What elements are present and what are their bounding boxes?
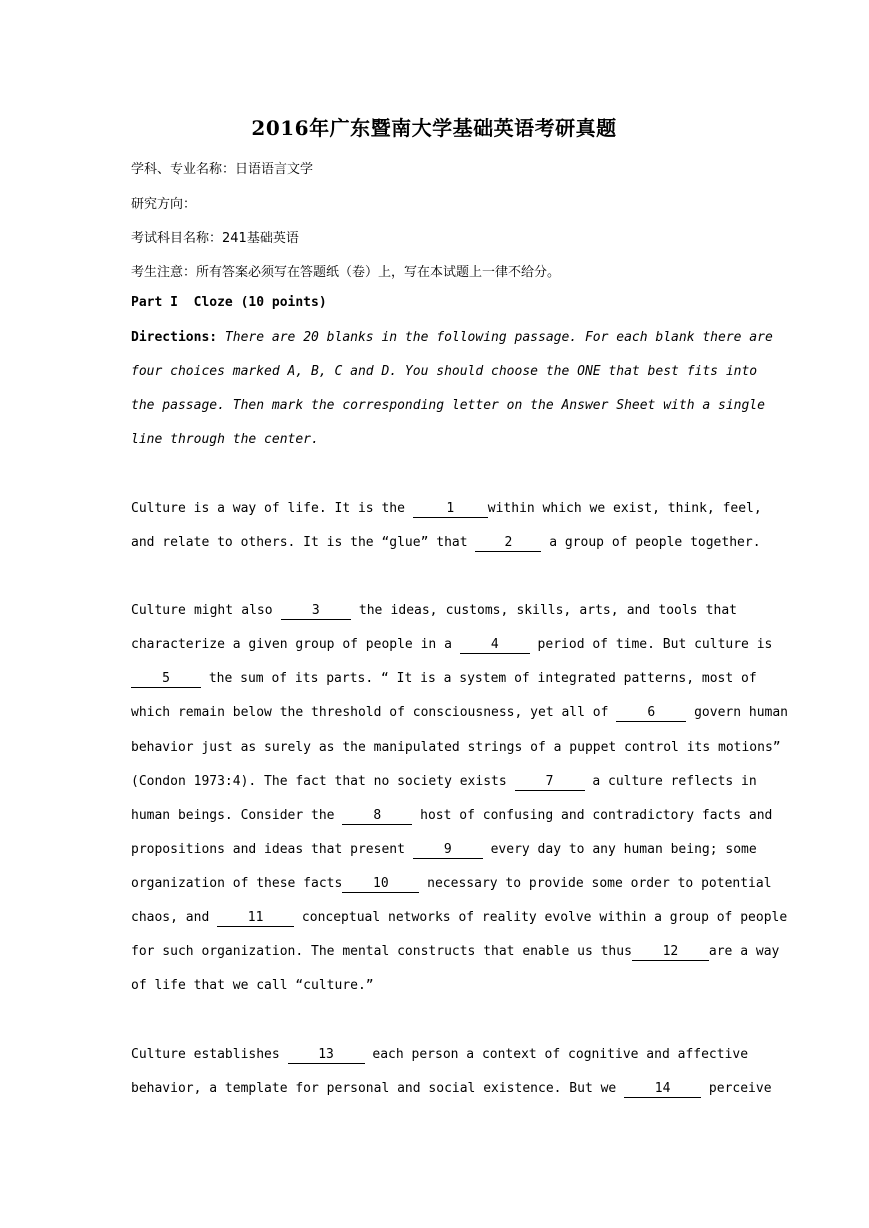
- exam-name-line: 考试科目名称：241基础英语: [131, 231, 299, 246]
- page-title: 2016年广东暨南大学基础英语考研真题: [251, 116, 617, 140]
- line-text: period of time. But culture is: [529, 637, 773, 652]
- cloze-blank: 9: [413, 842, 483, 859]
- passage-line: [131, 601, 737, 621]
- line-text: (Condon 1973:4). The fact that no society exists: [131, 774, 515, 789]
- passage-line: [131, 669, 757, 689]
- passage-line: [131, 1045, 749, 1065]
- line-text: a group of people together.: [541, 535, 761, 550]
- line-text: a culture reflects in: [584, 774, 757, 789]
- directions-line: four choices marked A, B, C and D. You should choose the ONE that best fits into: [131, 364, 758, 379]
- cloze-blank: 7: [515, 774, 585, 791]
- line-text: Culture is a way of life. It is the: [131, 501, 413, 516]
- cloze-blank: 14: [624, 1081, 701, 1098]
- cloze-blank: 11: [217, 910, 294, 927]
- line-text: chaos, and: [131, 910, 218, 925]
- passage-line: [131, 635, 773, 655]
- line-text: within which we exist, think, feel,: [487, 501, 762, 516]
- passage-line: [131, 806, 773, 826]
- passage-line: [131, 533, 761, 553]
- directions-line: the passage. Then mark the corresponding letter on the Answer Sheet with a single: [131, 398, 765, 413]
- line-text: Culture establishes: [131, 1047, 288, 1062]
- cloze-blank: 6: [616, 705, 686, 722]
- cloze-blank: 13: [288, 1047, 365, 1064]
- notice-line: 考生注意：所有答案必须写在答题纸（卷）上，写在本试题上一律不给分。: [131, 265, 561, 280]
- line-text: human beings. Consider the: [131, 808, 343, 823]
- line-text: host of confusing and contradictory facts and: [412, 808, 773, 823]
- directions-line: [131, 328, 773, 348]
- passage-line: [131, 1079, 772, 1099]
- passage-line: [131, 874, 772, 894]
- line-text: conceptual networks of reality evolve within a group of people: [294, 910, 788, 925]
- line-text: perceive: [701, 1081, 772, 1096]
- line-text: which remain below the threshold of consciousness, yet all of: [131, 705, 617, 720]
- passage-line: [131, 908, 788, 928]
- directions-line: line through the center.: [131, 432, 319, 447]
- cloze-blank: 12: [632, 944, 709, 961]
- directions-text: There are 20 blanks in the following passage. For each blank there are: [224, 330, 773, 345]
- passage-line: [131, 840, 757, 860]
- cloze-blank: 10: [342, 876, 419, 893]
- part-heading: Part I Cloze (10 points): [131, 295, 327, 310]
- passage-line: [131, 499, 762, 519]
- line-text: Culture might also: [131, 603, 281, 618]
- line-text: every day to any human being; some: [482, 842, 757, 857]
- cloze-blank: 5: [131, 671, 201, 688]
- passage-line: [131, 772, 757, 792]
- line-text: characterize a given group of people in a: [131, 637, 460, 652]
- cloze-blank: 8: [342, 808, 412, 825]
- passage-line: [131, 942, 780, 962]
- cloze-blank: 4: [460, 637, 530, 654]
- cloze-blank: 1: [413, 501, 488, 518]
- line-text: and relate to others. It is the “glue” that: [131, 535, 476, 550]
- line-text: govern human: [686, 705, 789, 720]
- directions-label: Directions:: [131, 330, 218, 345]
- line-text: propositions and ideas that present: [131, 842, 413, 857]
- passage-line: of life that we call “culture.”: [131, 978, 374, 993]
- line-text: are a way: [708, 944, 780, 959]
- cloze-blank: 2: [475, 535, 541, 552]
- line-text: each person a context of cognitive and affective: [364, 1047, 749, 1062]
- cloze-blank: 3: [281, 603, 351, 620]
- line-text: for such organization. The mental constructs that enable us thus: [131, 944, 632, 959]
- passage-line: behavior just as surely as the manipulated strings of a puppet control its motions”: [131, 740, 781, 755]
- subject-line: 学科、专业名称：日语语言文学: [131, 162, 314, 177]
- line-text: necessary to provide some order to potential: [419, 876, 772, 891]
- line-text: behavior, a template for personal and social existence. But we: [131, 1081, 625, 1096]
- line-text: the ideas, customs, skills, arts, and tools that: [350, 603, 737, 618]
- line-text: the sum of its parts. “ It is a system of integrated patterns, most of: [201, 671, 757, 686]
- passage-line: [131, 703, 789, 723]
- research-direction-line: 研究方向：: [131, 197, 197, 212]
- line-text: organization of these facts: [131, 876, 343, 891]
